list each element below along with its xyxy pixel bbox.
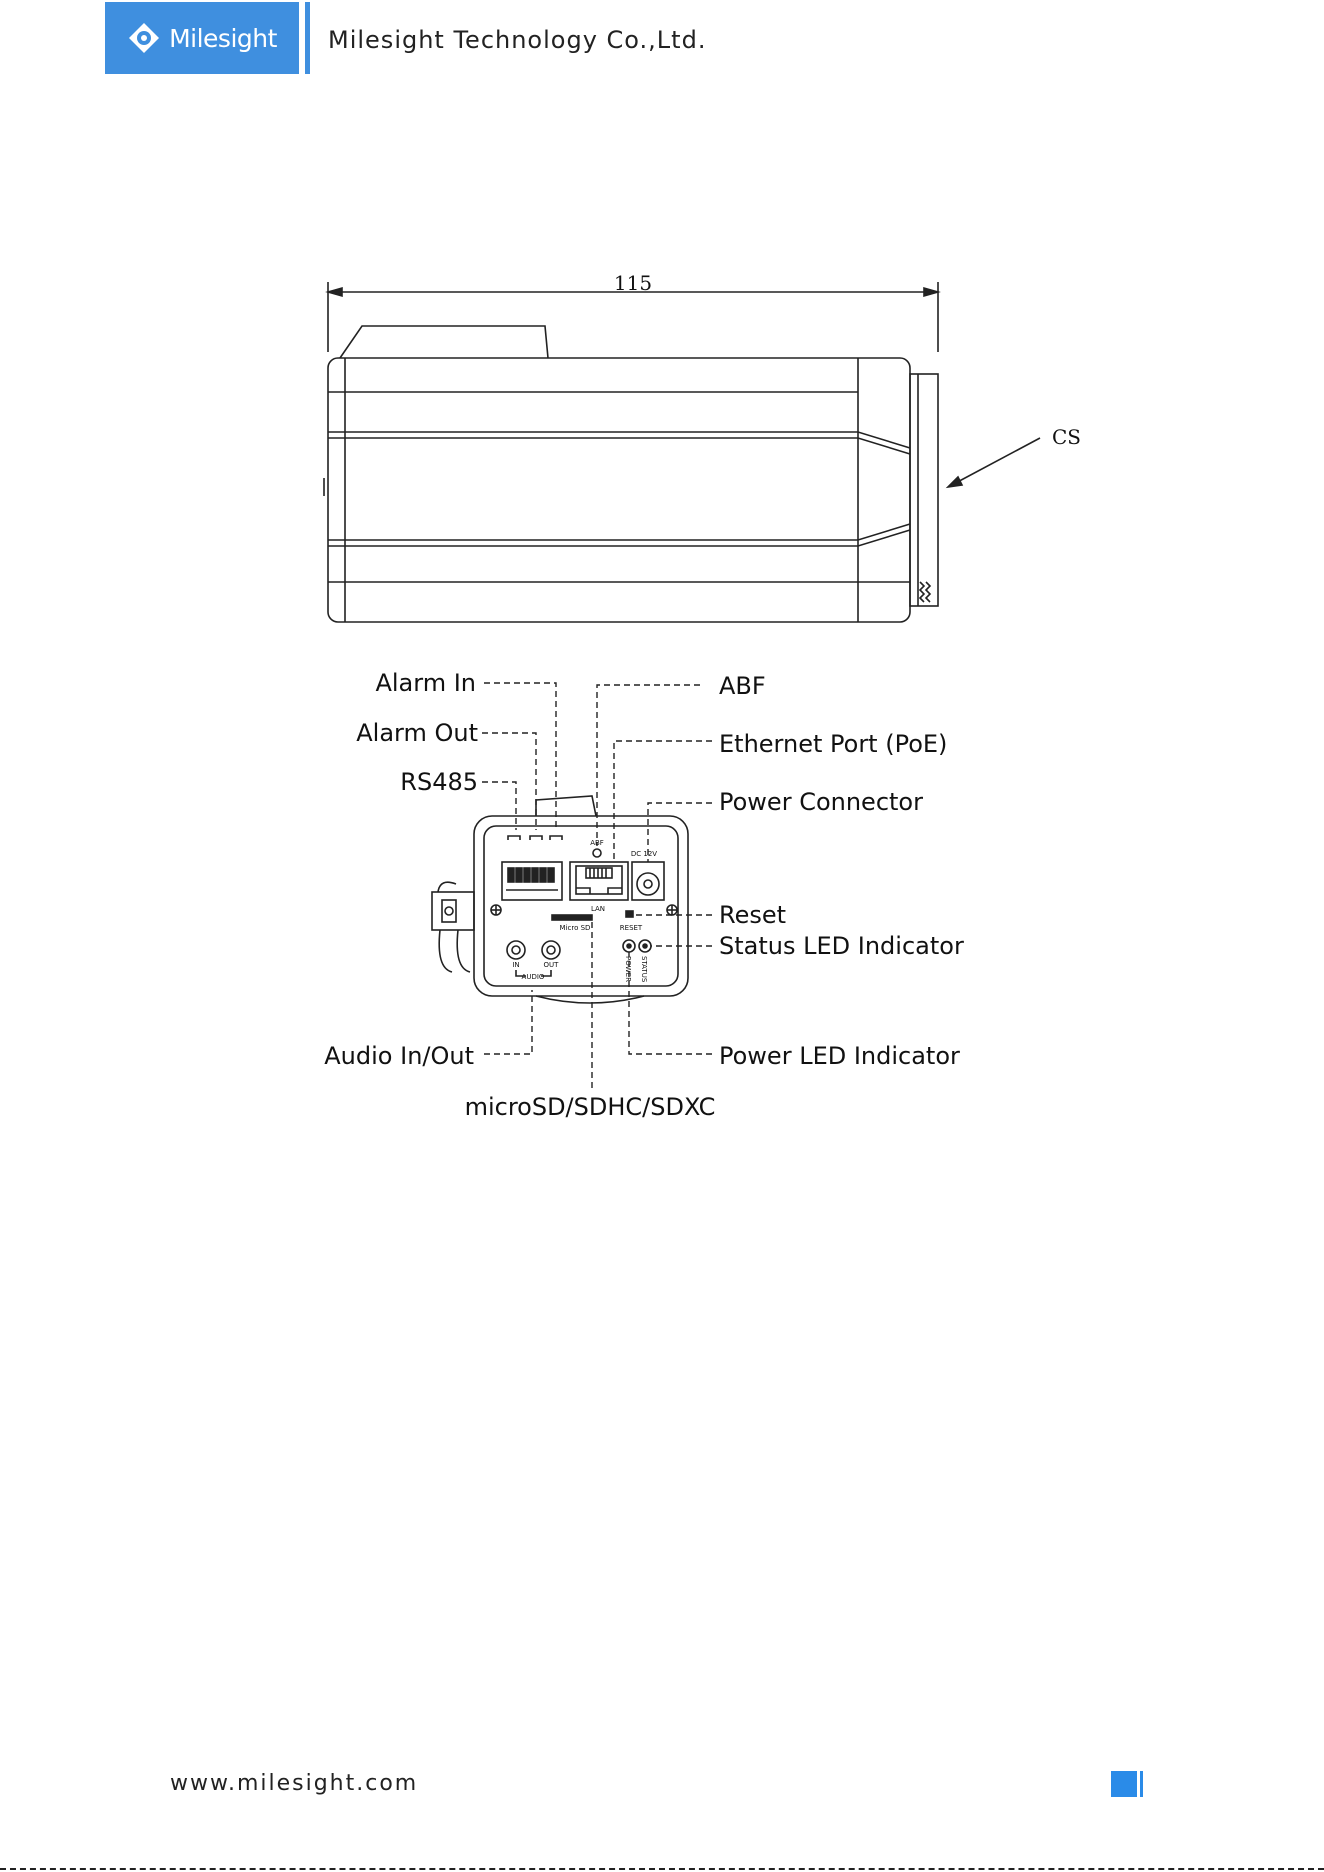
panel-label-reset: RESET: [619, 924, 643, 932]
lens-mount-label: CS: [1052, 425, 1082, 449]
callout-status-led: Status LED Indicator: [719, 932, 964, 960]
callout-audio: Audio In/Out: [324, 1042, 474, 1070]
callout-rs485: RS485: [400, 768, 478, 796]
logo-text: Milesight: [169, 23, 277, 53]
panel-label-lan: LAN: [590, 905, 606, 913]
panel-label-power: POWER: [624, 956, 632, 982]
panel-label-out: OUT: [543, 961, 559, 969]
callout-alarm-out: Alarm Out: [356, 719, 478, 747]
callout-power-connector: Power Connector: [719, 788, 923, 816]
callout-microsd: microSD/SDHC/SDXC: [464, 1093, 716, 1121]
callout-ethernet: Ethernet Port (PoE): [719, 730, 948, 758]
panel-label-status: STATUS: [640, 956, 648, 983]
panel-label-microsd: Micro SD: [559, 924, 591, 932]
page-marker-bar: [1140, 1771, 1143, 1797]
bottom-dashed-line: [0, 1868, 1324, 1870]
company-name: Milesight Technology Co.,Ltd.: [328, 26, 707, 54]
callout-alarm-in: Alarm In: [375, 669, 476, 697]
panel-label-in: IN: [512, 961, 520, 969]
dimension-label: 115: [613, 271, 653, 295]
page-marker: [1111, 1771, 1137, 1797]
panel-label-dc: DC 12V: [630, 850, 658, 858]
callout-abf: ABF: [719, 672, 766, 700]
footer-url: www.milesight.com: [170, 1771, 419, 1796]
panel-label-audio: AUDIO: [521, 973, 545, 981]
callout-reset: Reset: [719, 901, 787, 929]
panel-label-abf: ABF: [590, 839, 604, 847]
callout-power-led: Power LED Indicator: [719, 1042, 960, 1070]
